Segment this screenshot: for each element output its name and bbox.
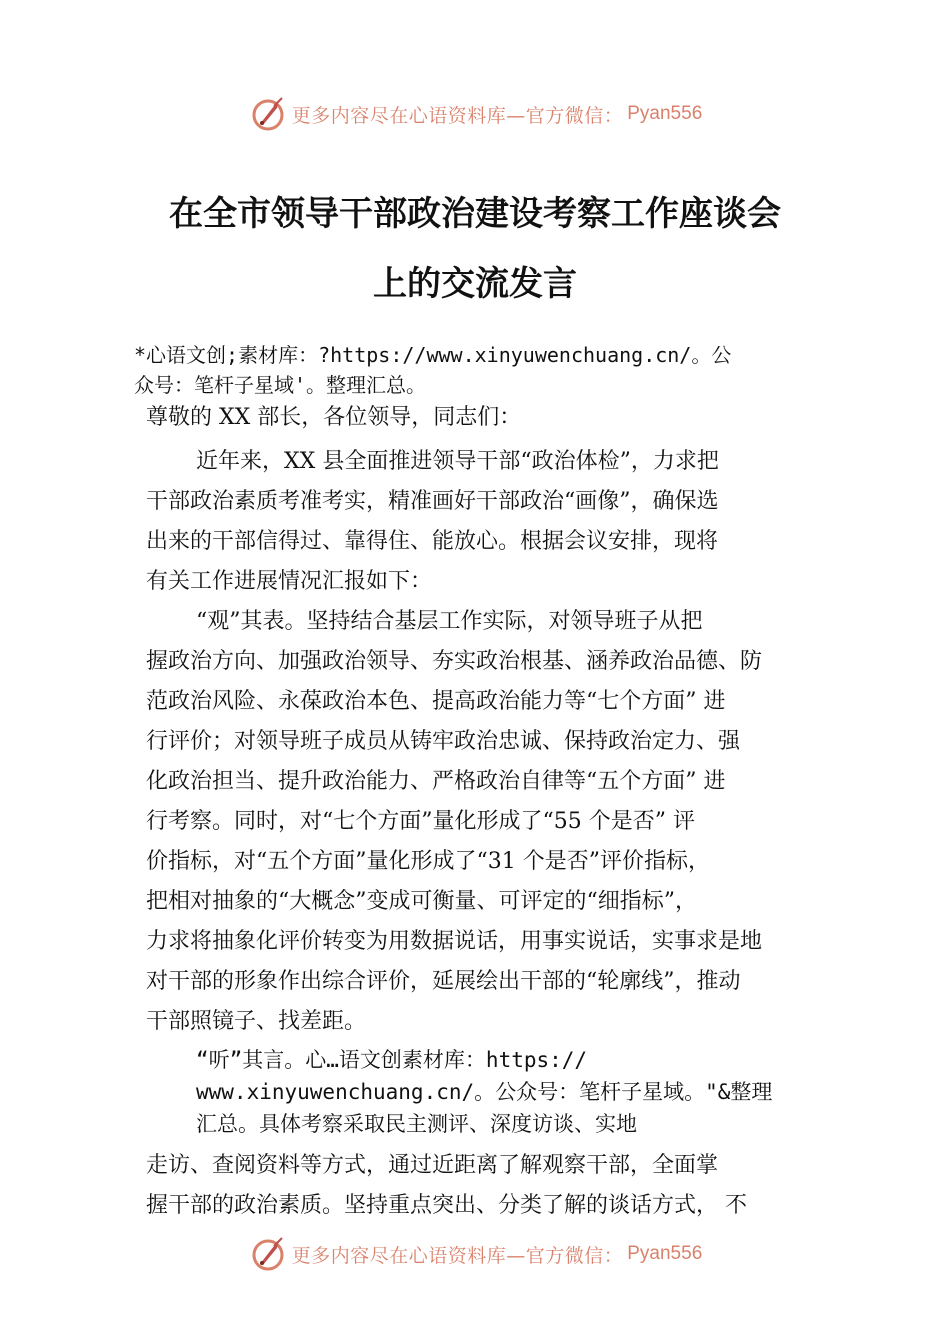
text-line: 干部政治素质考准考实，精准画好干部政治“画像”，确保选 bbox=[146, 489, 719, 514]
text-line: 化政治担当、提升政治能力、严格政治自律等“五个方面” 进 bbox=[146, 769, 726, 794]
source-note bbox=[134, 340, 824, 400]
text-line: 有关工作进展情况汇报如下： bbox=[146, 569, 433, 594]
text-line: 行评价；对领导班子成员从铸牢政治忠诚、保持政治定力、强 bbox=[146, 729, 741, 754]
document-title-line2: 上的交流发言 bbox=[373, 264, 577, 304]
watermark-text: 更多内容尽在心语资料库—官方微信： bbox=[291, 1244, 624, 1267]
text-line: 力求将抽象化评价转变为用数据说话，用事实说话，实事求是地 bbox=[146, 929, 763, 954]
watermark-wechat-id: Pyan556 bbox=[627, 1243, 703, 1264]
text-line: 范政治风险、永葆政治本色、提高政治能力等“七个方面” 进 bbox=[146, 689, 726, 714]
text-line: www.xinyuwenchuang.cn/。公众号：笔杆子星域。"&整理 bbox=[196, 1080, 773, 1104]
paragraph-3 bbox=[146, 1146, 747, 1226]
source-note-line: 众号：笔杆子星域'。整理汇总。 bbox=[134, 373, 427, 397]
text-line: 走访、查阅资料等方式，通过近距离了解观察干部，全面掌 bbox=[146, 1153, 719, 1178]
text-line: 干部照镜子、找差距。 bbox=[146, 1009, 367, 1034]
paragraph-2 bbox=[146, 602, 762, 1042]
text-line: 把相对抽象的“大概念”变成可衡量、可评定的“细指标”， bbox=[146, 889, 697, 914]
watermark-text: 更多内容尽在心语资料库—官方微信： bbox=[291, 104, 624, 127]
watermark-banner-top bbox=[0, 92, 950, 136]
text-line: 出来的干部信得过、靠得住、能放心。根据会议安排，现将 bbox=[146, 529, 719, 554]
text-line: 行考察。同时，对“七个方面”量化形成了“55 个是否” 评 bbox=[146, 809, 695, 834]
text-line: 近年来，XX 县全面推进领导干部“政治体检”，力求把 bbox=[196, 449, 719, 474]
text-line: “听”其言。心…语文创素材库：https:// bbox=[196, 1048, 588, 1072]
text-line: “观”其表。坚持结合基层工作实际，对领导班子从把 bbox=[196, 609, 703, 634]
watermark-wechat-id: Pyan556 bbox=[627, 103, 703, 124]
watermark-banner-bottom bbox=[0, 1232, 950, 1276]
quill-pen-logo-icon bbox=[248, 94, 288, 134]
text-line: 汇总。具体考察采取民主测评、深度访谈、实地 bbox=[196, 1112, 637, 1136]
salutation: 尊敬的 XX 部长，各位领导，同志们： bbox=[146, 405, 522, 430]
text-line: 握干部的政治素质。坚持重点突出、分类了解的谈话方式， 不 bbox=[146, 1193, 747, 1218]
paragraph-1 bbox=[146, 442, 719, 602]
document-title-line1: 在全市领导干部政治建设考察工作座谈会 bbox=[169, 194, 781, 234]
quill-pen-logo-icon bbox=[248, 1234, 288, 1274]
text-line: 价指标，对“五个方面”量化形成了“31 个是否”评价指标， bbox=[146, 849, 710, 874]
source-note-line: *心语文创;素材库：?https://www.xinyuwenchuang.cn/。公 bbox=[134, 343, 732, 367]
text-line: 对干部的形象作出综合评价，延展绘出干部的“轮廓线”，推动 bbox=[146, 969, 741, 994]
text-line: 握政治方向、加强政治领导、夯实政治根基、涵养政治品德、防 bbox=[146, 649, 763, 674]
paragraph-3-source-note bbox=[196, 1044, 846, 1140]
